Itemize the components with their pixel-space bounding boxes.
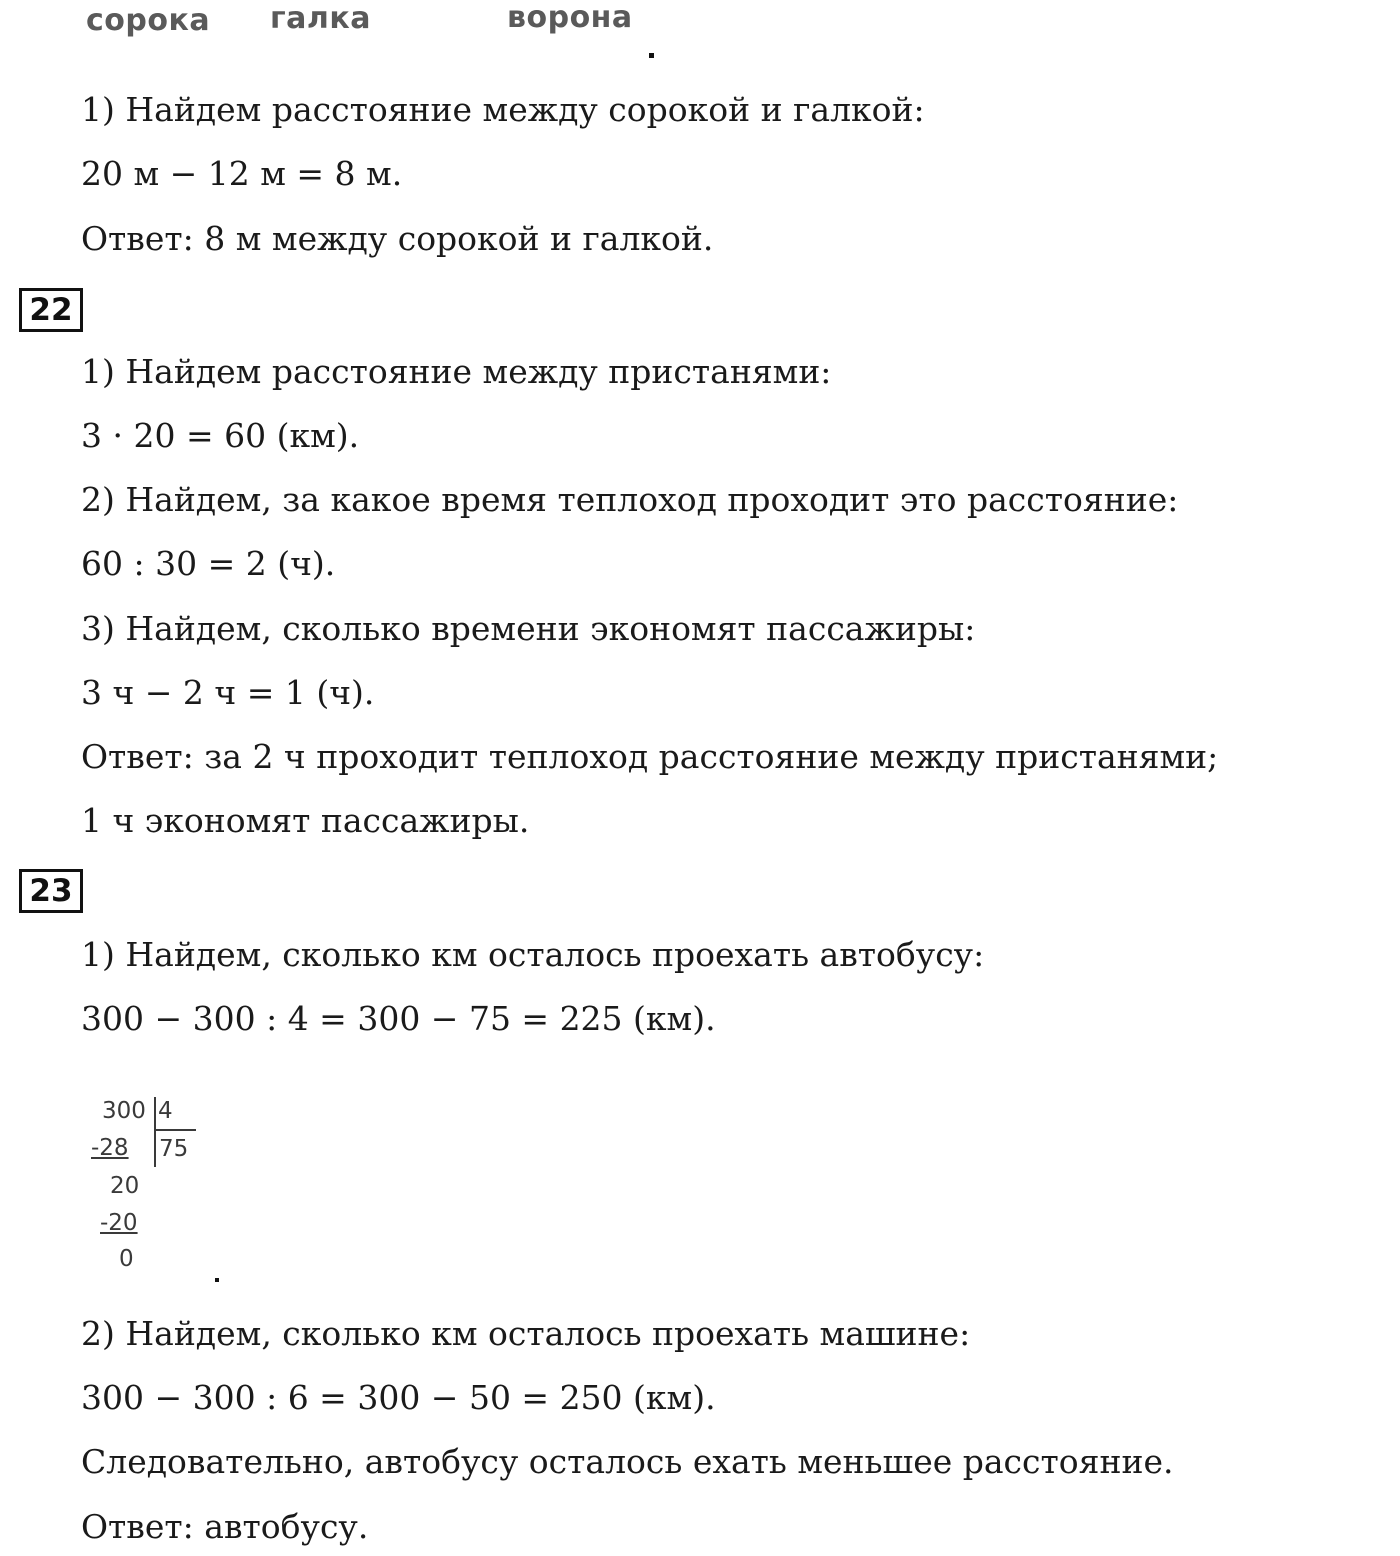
conclusion-text: Следовательно, автобусу осталось ехать меньшее расстояние. bbox=[81, 1442, 1174, 1481]
division-quotient: 75 bbox=[159, 1136, 189, 1162]
answer-line-2: 1 ч экономят пассажиры. bbox=[81, 801, 530, 840]
answer-text: Ответ: 8 м между сорокой и галкой. bbox=[81, 219, 714, 258]
step-1-text: 1) Найдем, сколько км осталось проехать автобусу: bbox=[81, 935, 985, 974]
bird-label-crow: ворона bbox=[507, 0, 633, 35]
calculation-1: 3 · 20 = 60 (км). bbox=[81, 416, 360, 455]
figure-dot bbox=[649, 53, 654, 58]
bird-label-jackdaw: галка bbox=[270, 1, 371, 36]
long-division bbox=[88, 1093, 228, 1283]
bird-label-magpie: сорока bbox=[86, 3, 211, 38]
division-remainder-1: 20 bbox=[110, 1173, 140, 1199]
division-dividend: 300 bbox=[102, 1098, 146, 1124]
step-1-text: 1) Найдем расстояние между сорокой и галкой: bbox=[81, 90, 925, 129]
figure-dot bbox=[215, 1278, 219, 1282]
division-divisor: 4 bbox=[158, 1098, 173, 1124]
answer-line-1: Ответ: за 2 ч проходит теплоход расстояние между пристанями; bbox=[81, 737, 1219, 776]
division-subtract-2: -20 bbox=[100, 1210, 138, 1236]
division-remainder-2: 0 bbox=[119, 1246, 134, 1272]
step-2-text: 2) Найдем, сколько км осталось проехать машине: bbox=[81, 1314, 971, 1353]
division-vertical-line bbox=[154, 1097, 156, 1167]
task-number-22: 22 bbox=[19, 288, 83, 332]
calculation-2: 60 : 30 = 2 (ч). bbox=[81, 544, 336, 583]
calculation-3: 3 ч − 2 ч = 1 (ч). bbox=[81, 673, 375, 712]
step-1-text: 1) Найдем расстояние между пристанями: bbox=[81, 352, 832, 391]
calculation-2: 300 − 300 : 6 = 300 − 50 = 250 (км). bbox=[81, 1378, 716, 1417]
division-subtract-1: -28 bbox=[91, 1135, 129, 1161]
step-3-text: 3) Найдем, сколько времени экономят пассажиры: bbox=[81, 609, 976, 648]
calculation-1: 20 м − 12 м = 8 м. bbox=[81, 154, 403, 193]
step-2-text: 2) Найдем, за какое время теплоход проходит это расстояние: bbox=[81, 480, 1179, 519]
task-number-23: 23 bbox=[19, 869, 83, 913]
calculation-1: 300 − 300 : 4 = 300 − 75 = 225 (км). bbox=[81, 999, 716, 1038]
division-horizontal-line bbox=[154, 1129, 196, 1131]
birds-figure bbox=[0, 0, 1400, 60]
answer-text: Ответ: автобусу. bbox=[81, 1507, 369, 1546]
